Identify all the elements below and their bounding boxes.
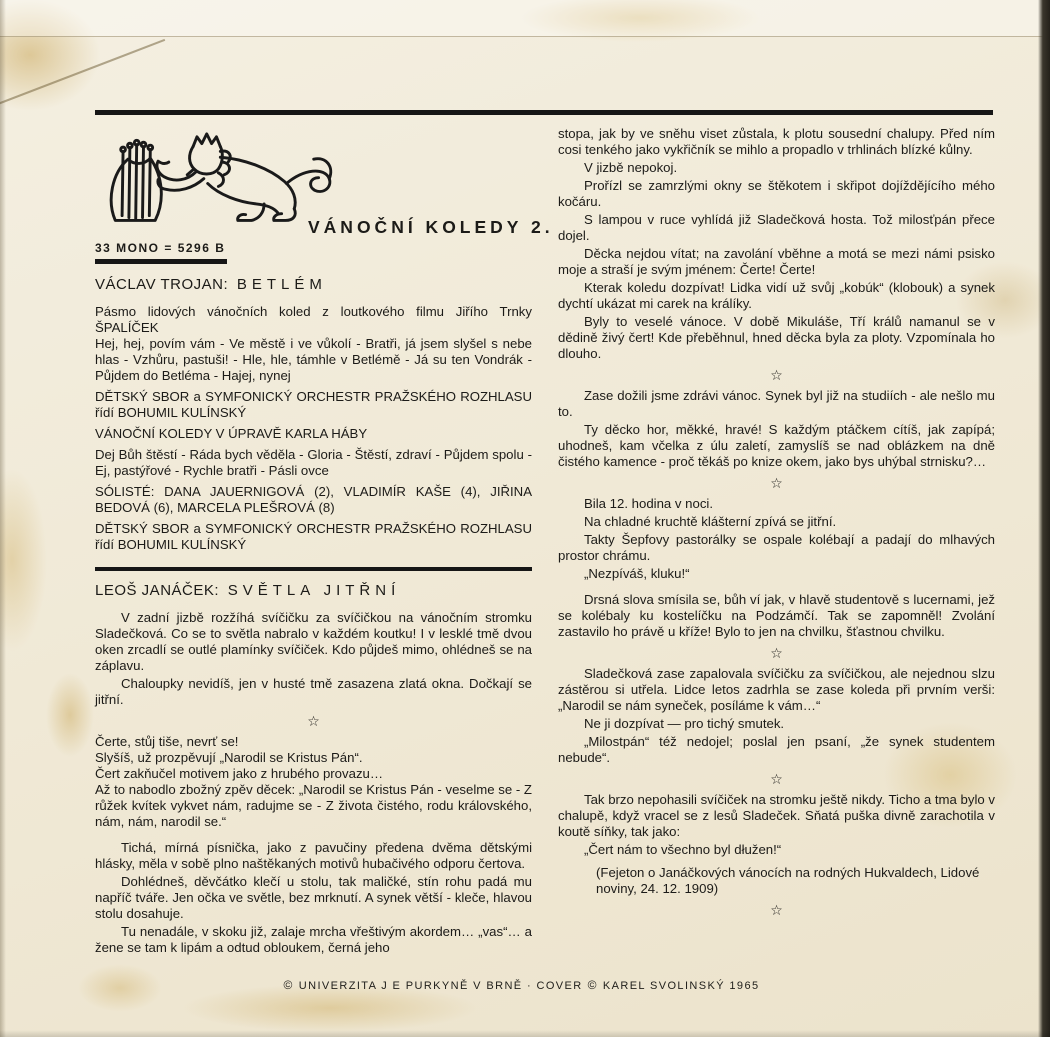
paragraph: Sladečková zase zapalovala svíčičku za svíčičkou, ale nejednou slzu zástěrou si utřela. Lidce letos zadrhla se zase koleda při prvním verši: „Narodil se nám syneček, posíláme k vám…“	[558, 666, 995, 713]
star-separator-icon: ☆	[307, 713, 320, 729]
paragraph: V zadní jizbě rozžíhá svíčičku za svíčičkou na vánočním stromku Sladečková. Co se to světla nabralo v každém koutku! I v lesklé tmě dvou oken zrcadlí se outlé plamínky svíčiček. Kdo půjdeš mimo, ohlédneš se na záplavu.	[95, 610, 532, 673]
paragraph: Dej Bůh štěstí - Ráda bych věděla - Gloria - Štěstí, zdraví - Půjdem spolu - Ej, pastýřové - Rychle bratři - Pásli ovce	[95, 447, 532, 478]
paragraph: „Milostpán“ též nedojel; poslal jen psaní, „že synek studentem nebude“.	[558, 734, 995, 765]
paragraph: Na chladné kruchtě klášterní zpívá se jitřní.	[584, 514, 837, 529]
paragraph: Chaloupky nevidíš, jen v husté tmě zasazena zlatá okna. Dočkají se jitřní.	[95, 676, 532, 707]
catalog-number: 33 MONO = 5296 B	[95, 241, 226, 255]
work-heading	[95, 277, 532, 293]
paragraph: Tichá, mírná písnička, jako z pavučiny předena dvěma dětskými hlásky, měla v sobě plno naštěkaných motivů hubačivého odporu čertova.	[95, 840, 532, 871]
paragraph: „Čert nám to všechno byl dłužen!“	[584, 842, 782, 857]
performers-line: SÓLISTÉ: DANA JAUERNIGOVÁ (2), VLADIMÍR KAŠE (4), JIŘINA BEDOVÁ (6), MARCELA PLEŠROVÁ (8)	[95, 484, 532, 515]
paragraph: Slyšíš, už prozpěvují „Narodil se Kristus Pán“.	[95, 750, 363, 765]
paragraph: Tak brzo nepohasili svíčiček na stromku ještě nikdy. Ticho a tma bylo v chalupě, když vracel se z lesů Sladeček. Sňatá puška divně zarachotila v koutě síňky, tak jako:	[558, 792, 995, 839]
star-separator-icon: ☆	[770, 475, 783, 491]
catalog-underline-rule	[95, 259, 227, 264]
publisher-credit: UNIVERZITA J E PURKYNĚ V BRNĚ · COVER	[298, 980, 583, 992]
work-title: BETLÉM	[236, 276, 327, 293]
paragraph: Ty děcko hor, měkké, hravé! S každým ptáčkem cítíš, jak zapípá; uhodneš, kam včelka z úlu zaletí, zamyslíš se nad oblázkem na dně čistého kamence - proč těkáš po knize okem, jako bys uhýbal strnisku?…	[558, 422, 995, 469]
star-separator-icon: ☆	[770, 367, 783, 383]
paragraph: Hej, hej, povím vám - Ve městě i ve vůkolí - Bratři, já jsem slyšel s nebe hlas - Vzhůru, pastuši! - Hle, hle, támhle v Betlémě - Já su ten Vondrák - Půjdem do Betléma - Hajej, nynej	[95, 336, 532, 383]
copyright-icon: ©	[587, 978, 598, 992]
paragraph: Tu nenadále, v skoku již, zalaje mrcha vřeštivým akordem… „vas“… a žene se tam k lipám a odtud obloukem, černá jeho	[95, 924, 532, 955]
copyright-icon: ©	[283, 978, 294, 992]
right-column	[558, 126, 995, 923]
corner-crease	[0, 39, 165, 107]
paragraph: Čert zakňučel motivem jako z hrubého provazu…	[95, 766, 384, 781]
paragraph: S lampou v ruce vyhlídá již Sladečková hosta. Tož milosťpán přece dojel.	[558, 212, 995, 243]
paragraph: Bila 12. hodina v noci.	[584, 496, 714, 511]
photo-right-edge	[1038, 0, 1050, 1037]
paragraph: Až to nabodlo zbožný zpěv děcek: „Narodil se Kristus Pán - veselme se - Z růžek kvítek vykvet nám, radujme se - Z života čistého, rodu královského, nám, nám, narodil se.“	[95, 782, 532, 829]
paragraph: Kterak koledu dozpívat! Lidka vidí už svůj „kobúk“ (klobouk) a synek dychtí ukázat mi carek na králíky.	[558, 280, 995, 311]
paragraph: Drsná slova smísila se, bůh ví jak, v hlavě studentově s lucernami, jež se kolébaly ku kostelíčku na Podzámčí. Tak se zapomněl! Zvolání zastavilo ho právě u kříže! Bylo to jen na chvilku, šťastnou chvilku.	[558, 592, 995, 639]
source-credit: (Fejeton o Janáčkových vánocích na rodných Hukvaldech, Lidové noviny, 24. 12. 1909)	[596, 865, 980, 896]
paragraph: stopa, jak by ve sněhu viset zůstala, k plotu sousední chalupy. Před ním cosi tenkého jako vykřičník se mihlo a propadlo v trhlinách blízké kůlny.	[558, 126, 995, 157]
paragraph: „Nezpíváš, kluku!“	[584, 566, 690, 581]
paragraph: Děcka nejdou vítat; na zavolání vběhne a motá se mezi námi psisko moje a straší je svým jménem: Čerte! Čerte!	[558, 246, 995, 277]
footer-credits	[0, 978, 1038, 992]
paragraph: Zase dožili jsme zdrávi vánoc. Synek byl již na studiích - ale nešlo mu to.	[558, 388, 995, 419]
paragraph: Čerte, stůj tiše, nevrť se!	[95, 734, 239, 749]
work-heading	[95, 583, 532, 599]
performers-line: VÁNOČNÍ KOLEDY V ÚPRAVĚ KARLA HÁBY	[95, 426, 368, 441]
star-separator-icon: ☆	[770, 902, 783, 918]
composer-name: VÁCLAV TROJAN:	[95, 276, 229, 293]
top-rule	[95, 110, 993, 115]
cover-artist-credit: KAREL SVOLINSKÝ 1965	[602, 980, 760, 992]
sleeve-left-edge	[0, 0, 6, 1037]
work-title: SVĚTLA JITŘNÍ	[227, 582, 401, 599]
section-divider-rule	[95, 567, 532, 571]
paragraph: Byly to veselé vánoce. V době Mikuláše, Tří králů namanul se v dědině živý čert! Kde přeběhnul, hned děcka byla za ploty. Vzpomínala ho dlouho.	[558, 314, 995, 361]
performers-line: DĚTSKÝ SBOR a SYMFONICKÝ ORCHESTR PRAŽSKÉHO ROZHLASU řídí BOHUMIL KULÍNSKÝ	[95, 521, 532, 552]
lion-lyre-logo-icon	[92, 130, 337, 237]
left-column	[95, 277, 532, 956]
paragraph: Ne ji dozpívat — pro tichý smutek.	[584, 716, 785, 731]
composer-name: LEOŠ JANÁČEK:	[95, 582, 220, 599]
paragraph: Takty Šepfovy pastorálky se ospale kolébají a padají do mlhavých prostor chrámu.	[558, 532, 995, 563]
star-separator-icon: ☆	[770, 645, 783, 661]
performers-line: DĚTSKÝ SBOR a SYMFONICKÝ ORCHESTR PRAŽSKÉHO ROZHLASU řídí BOHUMIL KULÍNSKÝ	[95, 389, 532, 420]
sleeve-flap-crease	[0, 0, 1050, 37]
paragraph: Pásmo lidových vánočních koled z loutkového filmu Jiřího Trnky ŠPALÍČEK	[95, 304, 532, 335]
paragraph: Dohlédneš, děvčátko klečí u stolu, tak maličké, stín rohu padá mu napříč tváře. Jen očka ve světle, bez mrknutí. A synek větší - kleče, hlavou stolu dosahuje.	[95, 874, 532, 921]
sleeve-bottom-edge	[0, 1030, 1050, 1037]
star-separator-icon: ☆	[770, 771, 783, 787]
paragraph: Prořízl se zamrzlými okny se štěkotem i skřipot dojíždějícího mého kočáru.	[558, 178, 995, 209]
paragraph: V jizbě nepokoj.	[584, 160, 678, 175]
album-title: VÁNOČNÍ KOLEDY 2.	[308, 217, 554, 237]
